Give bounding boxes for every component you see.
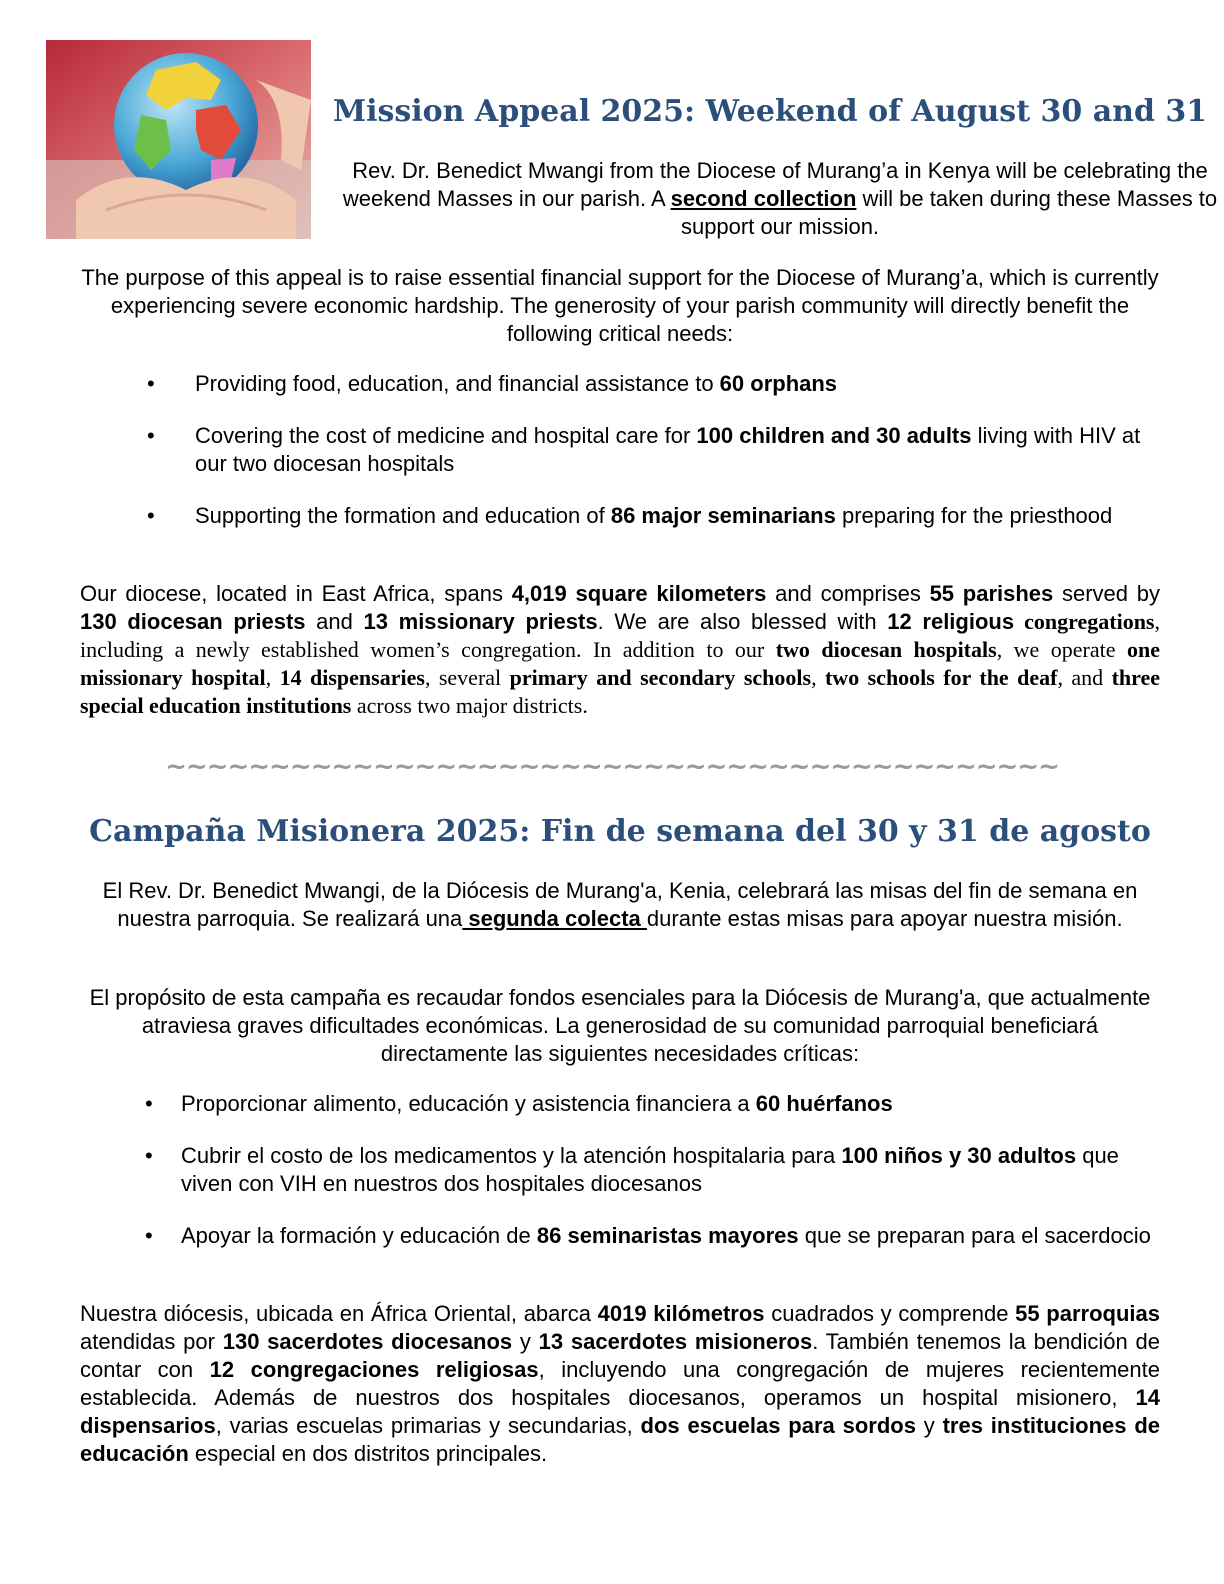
bullet-icon: • <box>145 1223 153 1248</box>
list-item: • Providing food, education, and financial assistance to 60 orphans <box>147 371 838 396</box>
spanish-title: Campaña Misionera 2025: Fin de semana del 30 y 31 de agosto <box>89 814 1151 849</box>
list-item: • Apoyar la formación y educación de 86 seminaristas mayores que se preparan para el sacerdocio <box>145 1223 1151 1248</box>
english-needs-list <box>147 370 1155 554</box>
bullet-icon: • <box>145 1091 153 1116</box>
spanish-intro: El Rev. Dr. Benedict Mwangi, de la Diócesis de Murang'a, Kenia, celebrará las misas del fin de semana en nuestra parroquia. Se realizará una segunda colecta durante estas misas para apoyar nuestra misión. <box>102 878 1138 931</box>
spanish-purpose: El propósito de esta campaña es recaudar fondos esenciales para la Diócesis de Murang'a, que actualmente atraviesa graves dificultades económicas. La generosidad de su comunidad parroquial beneficiará directamente las siguientes necesidades críticas: <box>89 985 1151 1066</box>
english-diocese-paragraph: Our diocese, located in East Africa, spans 4,019 square kilometers and comprises 55 parishes served by 130 diocesan priests and 13 missionary priests. We are also blessed with 12 religious congregations, including a newly established women’s congregation. In addition to our two diocesan hospitals, we operate one missionary hospital, 14 dispensaries, several primary and secondary schools, two schools for the deaf, and three special education institutions across two major districts. <box>80 581 1161 718</box>
segunda-colecta-link: segunda colecta <box>462 906 647 931</box>
section-divider: ~~~~~~~~~~~~~~~~~~~~~~~~~~~~~~~~~~~~~~~~~~~ <box>165 752 1059 782</box>
second-collection-link: second collection <box>670 186 857 211</box>
globe-in-hands-image <box>46 40 311 239</box>
bullet-icon: • <box>147 371 155 396</box>
list-item: • Cubrir el costo de los medicamentos y la atención hospitalaria para 100 niños y 30 adultos que viven con VIH en nuestros dos hospitales diocesanos <box>145 1143 1119 1196</box>
spanish-needs-list <box>145 1090 1161 1274</box>
english-title: Mission Appeal 2025: Weekend of August 30 and 31 <box>332 94 1208 129</box>
bullet-icon: • <box>147 423 155 448</box>
bullet-icon: • <box>147 503 155 528</box>
english-intro: Rev. Dr. Benedict Mwangi from the Diocese of Murang’a in Kenya will be celebrating the weekend Masses in our parish. A second collection will be taken during these Masses to support our mission. <box>342 158 1218 239</box>
spanish-diocese-paragraph: Nuestra diócesis, ubicada en África Oriental, abarca 4019 kilómetros cuadrados y comprende 55 parroquias atendidas por 130 sacerdotes diocesanos y 13 sacerdotes misioneros. También tenemos la bendición de contar con 12 congregaciones religiosas, incluyendo una congregación de mujeres recientemente establecida. Además de nuestros dos hospitales diocesanos, operamos un hospital misionero, 14 dispensarios, varias escuelas primarias y secundarias, dos escuelas para sordos y tres instituciones de educación especial en dos distritos principales. <box>80 1301 1160 1466</box>
list-item: • Covering the cost of medicine and hospital care for 100 children and 30 adults living with HIV at our two diocesan hospitals <box>147 423 1141 476</box>
list-item: • Supporting the formation and education of 86 major seminarians preparing for the priesthood <box>147 503 1113 528</box>
english-purpose: The purpose of this appeal is to raise essential financial support for the Diocese of Murang’a, which is currently experiencing severe economic hardship. The generosity of your parish community will directly benefit the following critical needs: <box>81 265 1159 346</box>
bullet-icon: • <box>145 1143 153 1168</box>
list-item: • Proporcionar alimento, educación y asistencia financiera a 60 huérfanos <box>145 1091 893 1116</box>
